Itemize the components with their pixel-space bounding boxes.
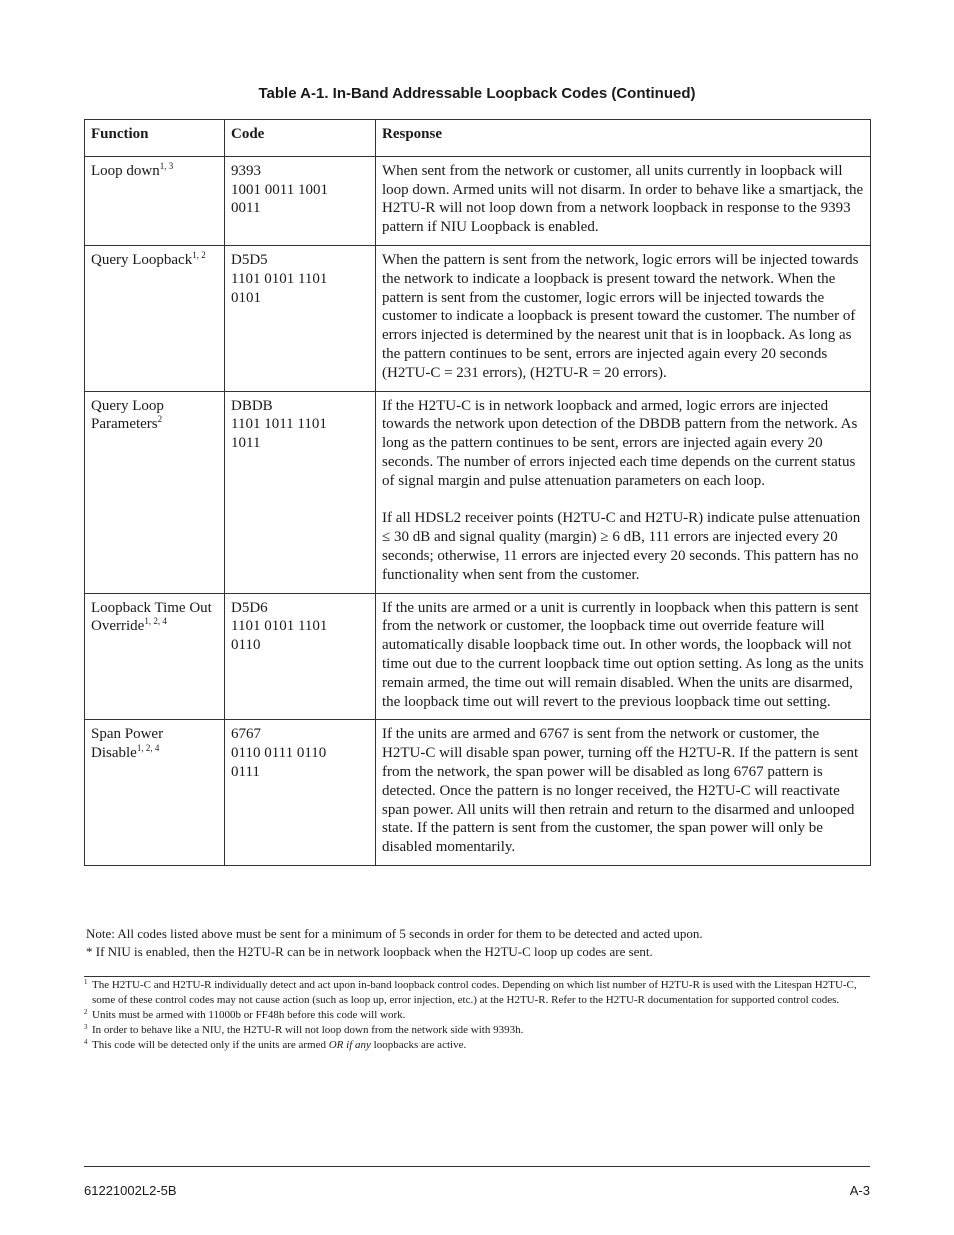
table-row bbox=[85, 720, 871, 866]
function-cell: Loopback Time Out Override$^{1, 2, 4}$ bbox=[85, 593, 225, 720]
table-row bbox=[85, 593, 871, 720]
footnote: 1 The H2TU-C and H2TU-R individually detect and act upon in-band loopback control codes. Depending on which list number of H2TU-R is used with the Litespan H2TU-C, some of these control codes may not cause action (such as loop up, error injection, etc.) at the H2TU-R. Refer to the H2TU-R documentation for supported control codes. bbox=[84, 978, 857, 1006]
code-cell: D5D6 1101 0101 1101 0110 bbox=[225, 593, 376, 720]
column-header-code: Code bbox=[225, 120, 376, 157]
footnote: 4 This code will be detected only if the units are armed OR if any loopbacks are active. bbox=[84, 1038, 467, 1051]
loopback-codes-table bbox=[84, 119, 871, 866]
response-cell: If the units are armed and 6767 is sent from the network or customer, the H2TU-C will disable span power, turning off the H2TU-R. If the pattern is sent from the network, the span power will be disabled as long 6767 pattern is detected. Once the pattern is no longer received, the H2TU-C will reactivate span power. All units will then retrain and return to the disarmed and unlooped state. If the pattern is sent from the customer, the span power will only be disabled momentarily. bbox=[376, 720, 871, 866]
document-number: 61221002L2-5B bbox=[84, 1183, 177, 1198]
function-cell: Loop down$^{1, 3}$ bbox=[85, 156, 225, 245]
response-cell: When sent from the network or customer, all units currently in loopback will loop down. Armed units will not disarm. In order to behave like a smartjack, the H2TU-R will not loop down from a network loopback in response to the 9393 pattern if NIU Loopback is enabled. bbox=[376, 156, 871, 245]
note-line: Note: All codes listed above must be sent for a minimum of 5 seconds in order for them to be detected and acted upon. bbox=[86, 926, 703, 941]
code-cell: 9393 1001 0011 1001 0011 bbox=[225, 156, 376, 245]
column-header-response: Response bbox=[376, 120, 871, 157]
footnote-divider bbox=[84, 976, 870, 977]
function-cell: Query Loop Parameters$^2$ bbox=[85, 391, 225, 593]
response-cell: If the units are armed or a unit is currently in loopback when this pattern is sent from the network or customer, the loopback time out override feature will automatically disable loopback time out. In other words, the loopback will not time out due to the current loopback time out option setting. As long as the units remain armed, the time out will remain disabled. When the units are disarmed, the loopback time out will revert to the previous loopback time out setting. bbox=[376, 593, 871, 720]
table-row bbox=[85, 391, 871, 593]
table-row bbox=[85, 156, 871, 245]
column-header-function: Function bbox=[85, 120, 225, 157]
table-row bbox=[85, 245, 871, 391]
code-cell: D5D5 1101 0101 1101 0101 bbox=[225, 245, 376, 391]
code-cell: DBDB 1101 1011 1101 1011 bbox=[225, 391, 376, 593]
note-line: * If NIU is enabled, then the H2TU-R can be in network loopback when the H2TU-C loop up codes are sent. bbox=[86, 944, 653, 959]
footnote: 2 Units must be armed with 11000b or FF48h before this code will work. bbox=[84, 1008, 406, 1021]
function-cell: Query Loopback$^{1, 2}$ bbox=[85, 245, 225, 391]
table-header-row bbox=[85, 120, 871, 157]
footer-divider bbox=[84, 1166, 870, 1167]
table-caption: Table A-1. In-Band Addressable Loopback Codes (Continued) bbox=[258, 85, 696, 102]
footnotes bbox=[84, 978, 870, 1053]
function-cell: Span Power Disable$^{1, 2, 4}$ bbox=[85, 720, 225, 866]
response-cell: If the H2TU-C is in network loopback and armed, logic errors are injected towards the network upon detection of the DBDB pattern from the network. As long as the pattern continues to be sent, errors are injected again every 20 seconds. The number of errors injected each time depends on the current status of signal margin and pulse attenuation parameters on each loop. If all HDSL2 receiver points (H2TU-C and H2TU-R) indicate pulse attenuation ≤ 30 dB and signal quality (margin) ≥ 6 dB, 111 errors are injected every 20 seconds; otherwise, 11 errors are injected every 20 seconds. This pattern has no functionality when sent from the customer. bbox=[376, 391, 871, 593]
footnote: 3 In order to behave like a NIU, the H2TU-R will not loop down from the network side with 9393h. bbox=[84, 1023, 524, 1036]
table-notes bbox=[86, 925, 876, 961]
page-number: A-3 bbox=[849, 1183, 870, 1198]
response-cell: When the pattern is sent from the network, logic errors will be injected towards the network to indicate a loopback is present toward the network. When the pattern is sent from the customer, logic errors will be injected towards the customer to indicate a loopback is present toward the customer. The number of errors injected is determined by the nearest unit that is in loopback. As long as the pattern continues to be sent, errors are injected again every 20 seconds (H2TU-C = 231 errors), (H2TU-R = 20 errors). bbox=[376, 245, 871, 391]
code-cell: 6767 0110 0111 0110 0111 bbox=[225, 720, 376, 866]
